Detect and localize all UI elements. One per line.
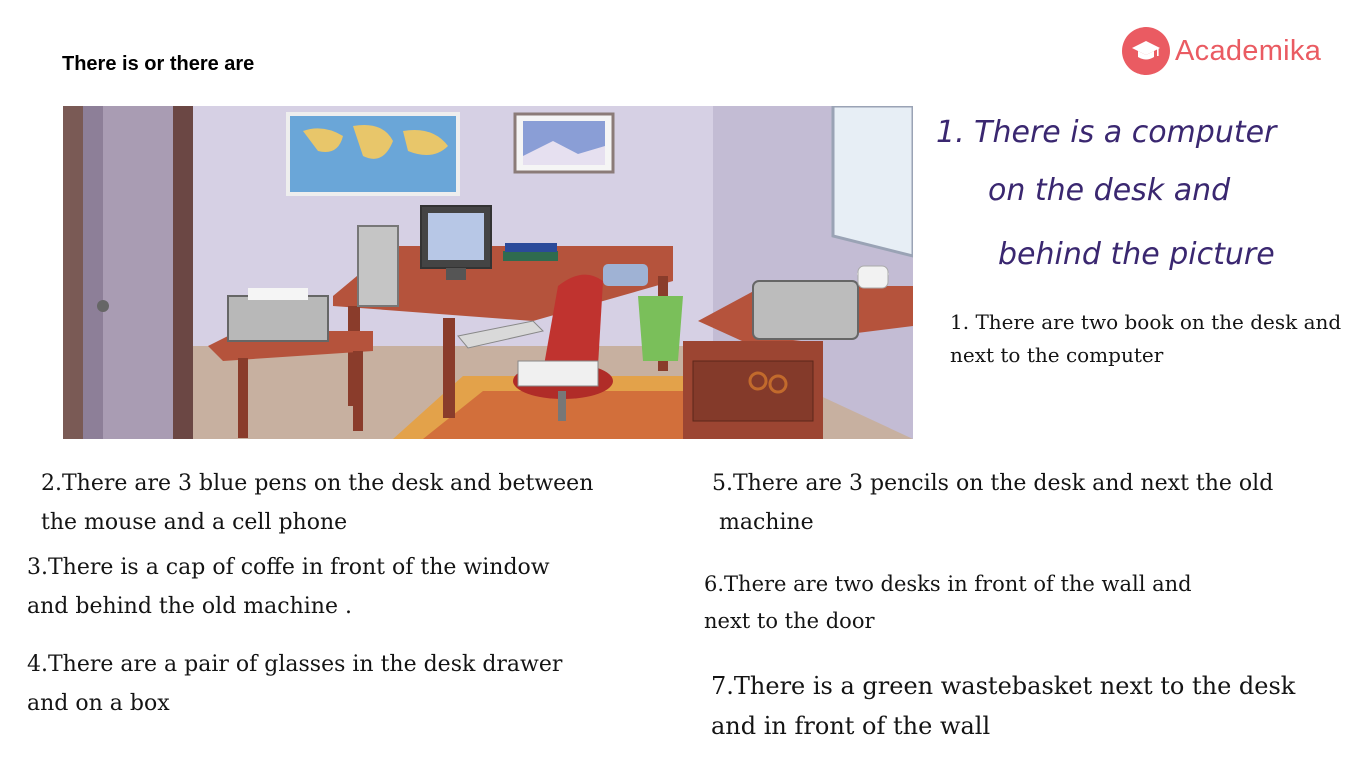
sentence-5-line-2: machine <box>719 510 814 535</box>
sentence-1 <box>950 306 1341 372</box>
sentence-1-line-2: next to the computer <box>950 343 1164 367</box>
sentence-5-line-1: 5.There are 3 pencils on the desk and next the old <box>712 471 1274 496</box>
sentence-4-line-2: and on a box <box>27 691 170 716</box>
handwritten-line-3: behind the picture <box>998 237 1275 272</box>
sentence-2-line-1: 2.There are 3 blue pens on the desk and between <box>41 471 594 496</box>
sentence-6-line-2: next to the door <box>704 609 875 633</box>
sentence-6 <box>704 566 1192 640</box>
sentence-4-line-1: 4.There are a pair of glasses in the desk drawer <box>27 652 563 677</box>
sentence-3 <box>27 548 550 626</box>
sentence-7-line-2: and in front of the wall <box>711 712 991 740</box>
sentence-2 <box>41 464 593 542</box>
sentence-7-line-1: 7.There is a green wastebasket next to the desk <box>711 672 1296 700</box>
sentence-5 <box>712 464 1273 542</box>
sentence-6-line-1: 6.There are two desks in front of the wall and <box>704 572 1192 596</box>
page-title: There is or there are <box>62 53 255 75</box>
sentence-3-line-1: 3.There is a cap of coffe in front of the window <box>27 555 550 580</box>
office-scene-illustration <box>63 106 913 439</box>
logo-text: Academika <box>1175 34 1322 67</box>
sentence-2-line-2: the mouse and a cell phone <box>41 510 348 535</box>
sentence-7 <box>711 666 1295 746</box>
sentence-3-line-2: and behind the old machine . <box>27 594 352 619</box>
handwritten-line-1: 1. There is a computer <box>936 115 1277 150</box>
sentence-1-line-1: 1. There are two book on the desk and <box>950 310 1342 334</box>
academika-logo <box>1122 26 1321 76</box>
handwritten-answer <box>930 108 1330 288</box>
sentence-4 <box>27 645 562 723</box>
graduation-cap-icon <box>1122 27 1170 75</box>
handwritten-line-2: on the desk and <box>988 173 1231 208</box>
